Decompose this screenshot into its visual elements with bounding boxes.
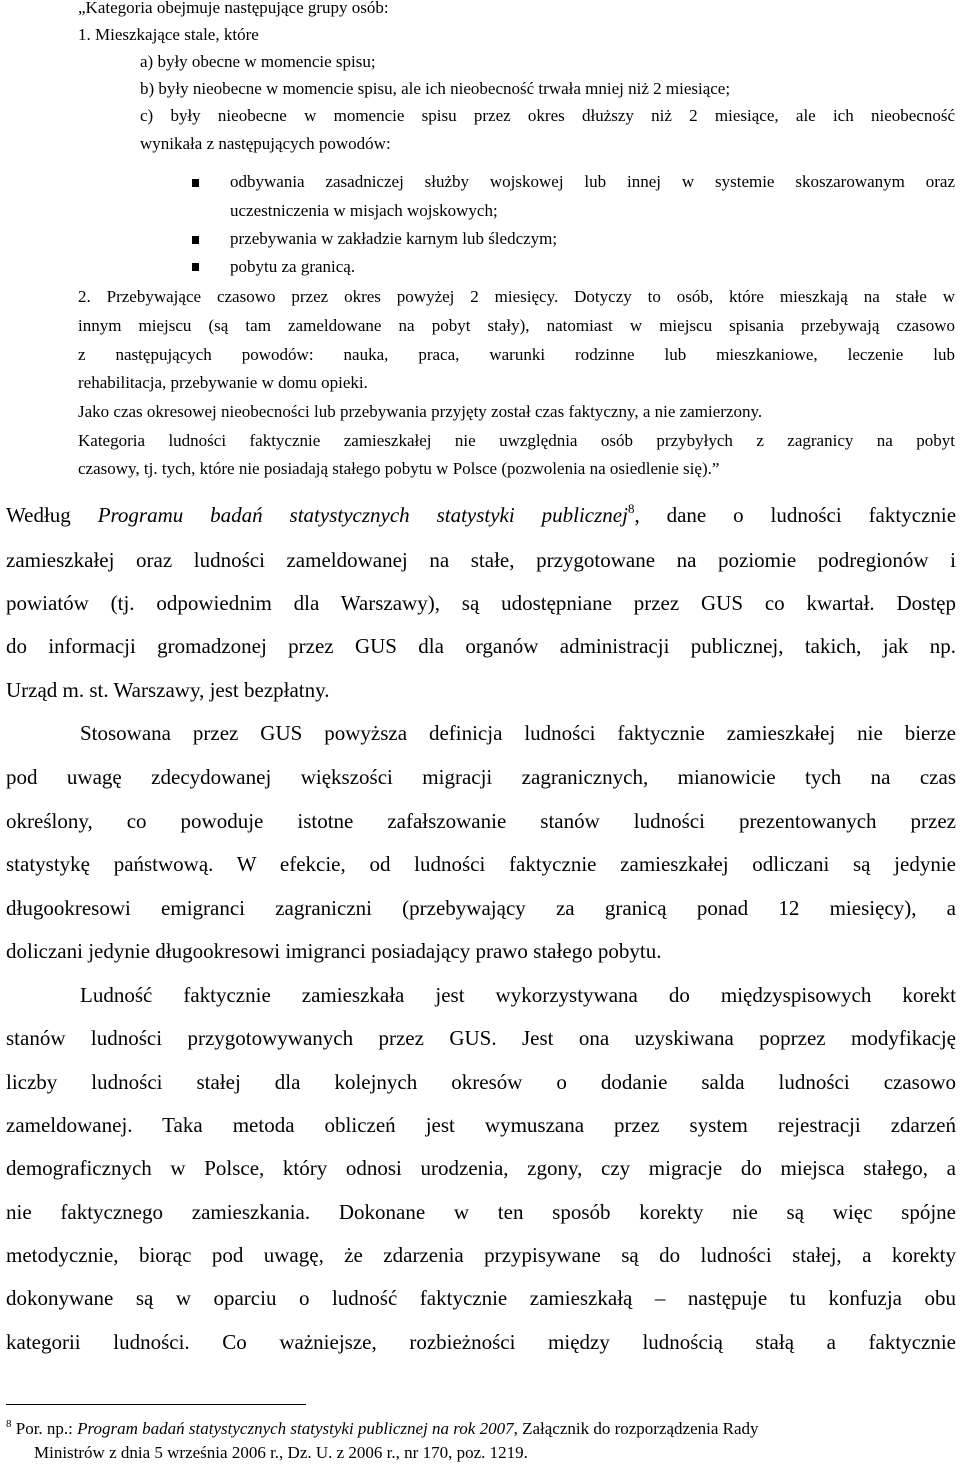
body-line	[6, 500, 956, 530]
text: , dane o ludności faktycznie	[634, 503, 957, 527]
body-line: nie faktycznego zamieszkania. Dokonane w ten sposób korekty nie są więc spójne	[6, 1200, 956, 1224]
text: Według	[6, 503, 98, 527]
body-line: zameldowanej. Taka metoda obliczeń jest wymuszana przez system rejestracji zdarzeń	[6, 1113, 956, 1137]
quote-item-2-line3: z następujących powodów: nauka, praca, warunki rodzinne lub mieszkaniowe, leczenie lub	[78, 345, 955, 364]
footnote-number: 8	[6, 1418, 12, 1430]
quote-exclusion-note: Kategoria ludności faktycznie zamieszkałej nie uwzględnia osób przybyłych z zagranicy na pobyt	[78, 431, 955, 450]
bullet-military: odbywania zasadniczej służby wojskowej lub innej w systemie skoszarowanym oraz	[230, 172, 955, 191]
body-line: metodycznie, biorąc pod uwagę, że zdarzenia przypisywane są do ludności stałej, a korekty	[6, 1243, 956, 1267]
quote-item-1c-cont: wynikała z następujących powodów:	[140, 134, 391, 153]
quote-item-2-line4: rehabilitacja, przebywanie w domu opieki.	[78, 373, 368, 392]
bullet-square-icon	[192, 179, 199, 187]
body-line: kategorii ludności. Co ważniejsze, rozbieżności między ludnością stałą a faktycznie	[6, 1330, 956, 1354]
body-line: długookresowi emigranci zagraniczni (przebywający za granicą ponad 12 miesięcy), a	[6, 896, 956, 920]
bullet-abroad: pobytu za granicą.	[230, 257, 356, 276]
body-line: Stosowana przez GUS powyższa definicja ludności faktycznie zamieszkałej nie bierze	[80, 721, 956, 745]
footnote-8	[6, 1418, 759, 1440]
quote-exclusion-note-cont: czasowy, tj. tych, które nie posiadają stałego pobytu w Polsce (pozwolenia na osiedlenie się).”	[78, 459, 720, 478]
quote-item-1c: c) były nieobecne w momencie spisu przez okres dłuższy niż 2 miesiące, ale ich nieobecność	[140, 106, 955, 125]
body-line: pod uwagę zdecydowanej większości migracji zagranicznych, mianowicie tych na czas	[6, 765, 956, 789]
body-line: dokonywane są w oparciu o ludność faktycznie zamieszkałą – następuje tu konfuzja obu	[6, 1286, 956, 1310]
quote-absence-note: Jako czas okresowej nieobecności lub przebywania przyjęty został czas faktyczny, a nie zamierzony.	[78, 402, 763, 421]
text: , Załącznik do rozporządzenia Rady	[513, 1419, 759, 1438]
text: Por. np.:	[11, 1419, 78, 1438]
body-line: doliczani jedynie długookresowi imigranci posiadający prawo stałego pobytu.	[6, 939, 662, 963]
footnote-divider	[6, 1404, 306, 1405]
bullet-prison: przebywania w zakładzie karnym lub śledczym;	[230, 229, 558, 248]
bullet-military-cont: uczestniczenia w misjach wojskowych;	[230, 201, 498, 220]
body-line: do informacji gromadzonej przez GUS dla organów administracji publicznej, takich, jak np.	[6, 634, 956, 658]
body-line: zamieszkałej oraz ludności zameldowanej na stałe, przygotowane na poziomie podregionów i	[6, 548, 956, 572]
quote-item-2-line2: innym miejscu (są tam zameldowane na pobyt stały), natomiast w miejscu spisania przebywają czasowo	[78, 316, 955, 335]
footnote-ref[interactable]: 8	[627, 501, 635, 516]
quote-item-2: 2. Przebywające czasowo przez okres powyżej 2 miesięcy. Dotyczy to osób, które mieszkają na stałe w	[78, 287, 955, 306]
program-title: Programu badań statystycznych statystyki publicznej	[97, 503, 628, 527]
quote-item-1a: a) były obecne w momencie spisu;	[140, 52, 376, 71]
quote-item-1b: b) były nieobecne w momencie spisu, ale ich nieobecność trwała mniej niż 2 miesiące;	[140, 79, 731, 98]
quote-intro: „Kategoria obejmuje następujące grupy osób:	[78, 0, 389, 17]
body-line: Ludność faktycznie zamieszkała jest wykorzystywana do międzyspisowych korekt	[80, 983, 956, 1007]
body-line: określony, co powoduje istotne zafałszowanie stanów ludności prezentowanych przez	[6, 809, 956, 833]
body-line: statystykę państwową. W efekcie, od ludności faktycznie zamieszkałej odliczani są jedynie	[6, 852, 956, 876]
body-line: demograficznych w Polsce, który odnosi urodzenia, zgony, czy migracje do miejsca stałego, a	[6, 1156, 956, 1180]
footnote-program-title: Program badań statystycznych statystyki publicznej na rok 2007	[77, 1419, 514, 1438]
body-line: Urząd m. st. Warszawy, jest bezpłatny.	[6, 678, 330, 702]
body-line: liczby ludności stałej dla kolejnych okresów o dodanie salda ludności czasowo	[6, 1070, 956, 1094]
footnote-8-cont: Ministrów z dnia 5 września 2006 r., Dz. U. z 2006 r., nr 170, poz. 1219.	[34, 1443, 528, 1462]
bullet-square-icon	[192, 263, 199, 271]
body-line: stanów ludności przygotowywanych przez GUS. Jest ona uzyskiwana poprzez modyfikację	[6, 1026, 956, 1050]
body-line: powiatów (tj. odpowiednim dla Warszawy), są udostępniane przez GUS co kwartał. Dostęp	[6, 591, 956, 615]
quote-item-1: 1. Mieszkające stale, które	[78, 25, 259, 44]
bullet-square-icon	[192, 236, 199, 244]
